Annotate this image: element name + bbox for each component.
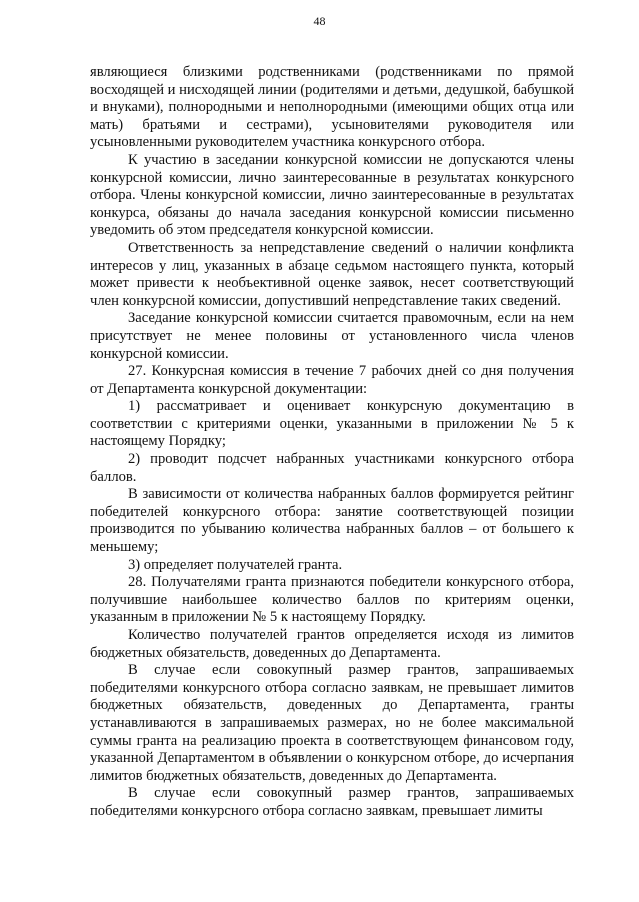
document-body — [90, 64, 574, 821]
paragraph-rating: В зависимости от количества набранных баллов формируется рейтинг победителей конкурсного отбора: занятие соответствующей позиции производится по убыванию количества набранных баллов – от большего к меньшему; — [90, 486, 574, 556]
paragraph-exceeding: В случае если совокупный размер грантов, запрашиваемых победителями конкурсного отбора согласно заявкам, превышает лимиты — [90, 785, 574, 819]
paragraph-quorum: Заседание конкурсной комиссии считается правомочным, если на нем присутствует не менее половины от установленного числа членов конкурсной комиссии. — [90, 310, 574, 362]
paragraph-item-28: 28. Получателями гранта признаются победители конкурсного отбора, получившие наибольшее количество баллов по критериям оценки, указанным в приложении № 5 к настоящему Порядку. — [90, 574, 574, 626]
paragraph-subitem-3: 3) определяет получателей гранта. — [128, 556, 343, 573]
paragraph-not-exceeding: В случае если совокупный размер грантов, запрашиваемых победителями конкурсного отбора согласно заявкам, не превышает лимитов бюджетных обязательств, доведенных до Департамента, гранты устанавливаются в запрашиваемых размерах, но не более максимальной суммы гранта на реализацию проекта в соответствующем финансовом году, указанной Департаментом в объявлении о конкурсном отборе, до исчерпания лимитов бюджетных обязательств, доведенных до Департамента. — [90, 662, 574, 784]
paragraph-commission-admission: К участию в заседании конкурсной комиссии не допускаются члены конкурсной комиссии, лично заинтересованные в результатах конкурсного отбора. Члены конкурсной комиссии, лично заинтересованные в результатах конкурса, обязаны до начала заседания конкурсной комиссии письменно уведомить об этом председателя конкурсной комиссии. — [90, 151, 574, 239]
paragraph-subitem-2: 2) проводит подсчет набранных участниками конкурсного отбора баллов. — [90, 451, 574, 485]
paragraph-item-27: 27. Конкурсная комиссия в течение 7 рабочих дней со дня получения от Департамента конкурсной документации: — [90, 363, 574, 397]
paragraph-subitem-1: 1) рассматривает и оценивает конкурсную документацию в соответствии с критериями оценки, указанными в приложении № 5 к настоящему Порядку; — [90, 398, 574, 450]
page-number: 48 — [313, 14, 326, 28]
paragraph-continuation: являющиеся близкими родственниками (родственниками по прямой восходящей и нисходящей линии (родителями и детьми, дедушкой, бабушкой и внуками), полнородными и неполнородными (имеющими общих отца или мать) братьями и сестрами), усыновителями руководителя или усыновленными руководителем участника конкурсного отбора. — [90, 64, 574, 151]
paragraph-responsibility: Ответственность за непредставление сведений о наличии конфликта интересов у лиц, указанных в абзаце седьмом настоящего пункта, который может привести к необъективной оценке заявок, несет соответствующий член конкурсной комиссии, допустивший непредставление таких сведений. — [90, 239, 574, 309]
paragraph-grant-count: Количество получателей грантов определяется исходя из лимитов бюджетных обязательств, доведенных до Департамента. — [90, 627, 574, 661]
